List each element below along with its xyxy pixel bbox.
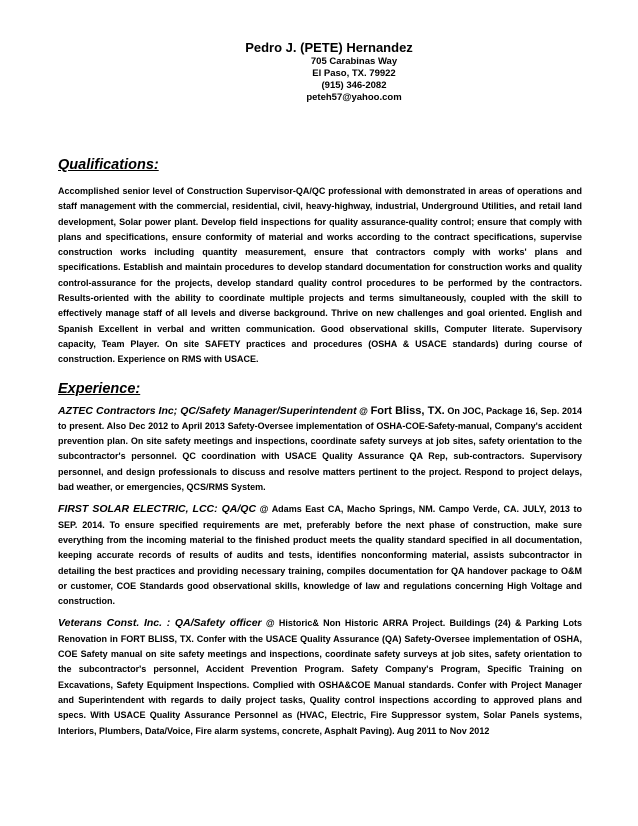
experience-heading: Experience: [58,380,141,397]
experience-entry [58,404,582,496]
qualifications-heading: Qualifications: [58,157,159,173]
experience-entry [58,616,582,738]
job-location: Historic& Non Historic ARRA Project. Buildings (24) & Parking Lots [278,618,582,629]
phone-line: (915) 346-2082 [321,80,387,91]
job-title: AZTEC Contractors Inc; QC/Safety Manager/Superintendent [58,404,357,417]
job-location: Fort Bliss, TX. [370,404,445,417]
job-description: SEP. 2014. To ensure specified requirements are met, preferably before the next phase of construction, make sure everything from the incoming material to the finished product meets the quality standard specified in all documentation, keeping accurate records of results of audits and tests, identifies nonconforming material, assists subcontractor in detailing the best practices and providing necessary training, compiles documentation for QA handover package to O&M or customer, COE Standards good observational skills, knowledge of law and regulations concerning High Voltage and construction. [58,519,582,607]
job-description: 2014 to present. Also Dec 2012 to April 2013 Safety-Oversee implementation of OSHA-COE-Safety-manual, Company's accident prevention plan. On site safety meetings and inspections, coordinate safety surveys at job sites, safety orientation to the subcontractor's personnel. QC coordination with USACE Quality Assurance QA Rep, sub-contractors. Supervisory personnel, and design professionals to discuss and resolve matters pertinent to the project. Respond to project delays, bad weather, or emergencies, QCS/RMS System. [58,405,582,493]
candidate-name: Pedro J. (PETE) Hernandez [245,40,413,55]
job-description: Renovation in FORT BLISS, TX. Confer with the USACE Quality Assurance (QA) Safety-Oversee implementation of OSHA, COE Safety manual on site safety meetings and inspections, coordinate safety surveys at job sites, safety orientation to the subcontractor's personnel, Accident Prevention Program. Safety Company's Program, Specific Training on Excavations, Safety Equipment Inspections. Complied with OSHA&COE Manual standards. Confer with Project Manager and Superintendent with regards to daily project tasks, Quality control inspections according to approved plans and specs. With USACE Quality Assurance Personnel as (HVAC, Electric, Fire Suppressor system, Solar Panels systems, Interiors, Plumbers, Data/Voice, Fire alarm systems, concrete, Asphalt Paving). Aug 2011 to Nov 2012 [58,633,582,736]
address-line: 705 Carabinas Way [310,56,398,67]
city-line: El Paso, TX. 79922 [312,68,396,79]
job-title: FIRST SOLAR ELECTRIC, LCC: QA/QC [58,503,257,516]
job-title: Veterans Const. Inc. : QA/Safety officer [58,617,262,630]
email-link[interactable]: peteh57@yahoo.com [306,92,402,103]
at-sign: @ [256,504,272,515]
at-sign: @ [261,618,279,629]
qualifications-text: Accomplished senior level of Construction Supervisor-QA/QC professional with demonstrated in areas of operations and staff management with the commercial, residential, civil, heavy-highway, industrial, Underground Utilities, and retail land development, Solar power plant. Develop field inspections for quality assurance-quality control; ensure that comply with plans and specifications, ensure conformity of material and works according to the contract specifications, supervise construction works including quantity measurement, ensure that contractors comply with works' plans and specifications. Establish and maintain procedures to develop standard documentation for construction works and quality control-assurance for the projects, develop standard quality control procedures to be performed by the contractors. Results-oriented with the ability to coordinate multiple projects and terms simultaneously, coupled with the skill to effectively manage staff of all levels and diverse background. Thrive on new challenges and goal oriented. English and Spanish Excellent in verbal and written communication. Good observational skills, Computer literate. Supervisory capacity, Team Player. On site SAFETY practices and procedures (OSHA & USACE standards) during course of construction. Experience on RMS with USACE. [58,186,582,365]
resume-body [58,150,582,746]
experience-entry [58,502,582,609]
at-sign: @ [356,405,371,416]
job-lead: On JOC, Package 16, Sep. [444,405,560,416]
resume-header [0,40,638,104]
job-location: Adams East CA, Macho Springs, NM. Campo Verde, CA. JULY, 2013 to [271,504,582,515]
